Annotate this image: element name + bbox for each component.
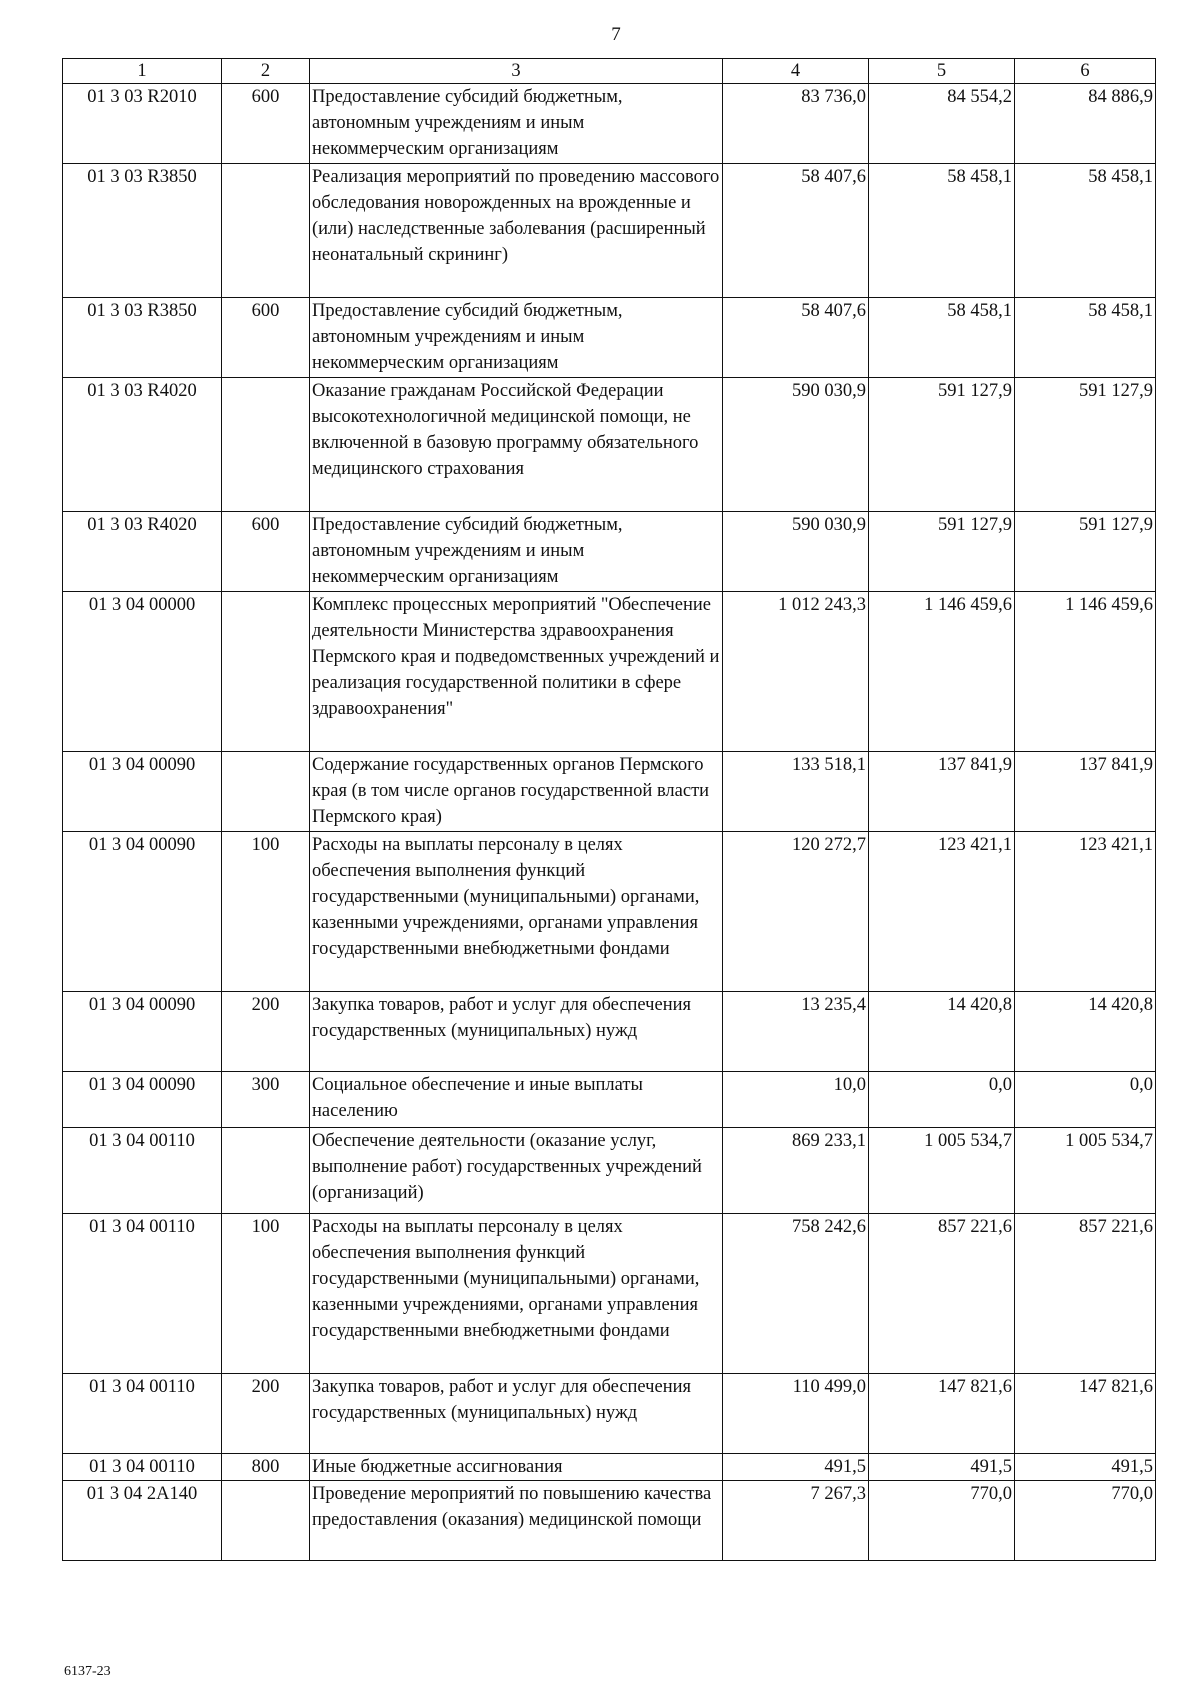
row-code: 01 3 03 R2010 [63, 84, 222, 164]
row-value-col6: 491,5 [1015, 1454, 1156, 1481]
row-name: Реализация мероприятий по проведению массового обследования новорожденных на врожденные и (или) наследственные заболевания (расширенный неонатальный скрининг) [310, 164, 723, 298]
row-value-col4: 590 030,9 [723, 378, 869, 512]
row-value-col6: 84 886,9 [1015, 84, 1156, 164]
row-expense-type: 600 [222, 84, 310, 164]
row-expense-type: 200 [222, 1374, 310, 1454]
row-expense-type: 600 [222, 298, 310, 378]
table-row [63, 1128, 1156, 1214]
budget-table [62, 58, 1156, 1561]
row-value-col6: 58 458,1 [1015, 164, 1156, 298]
row-code: 01 3 03 R4020 [63, 378, 222, 512]
table-row [63, 298, 1156, 378]
row-code: 01 3 04 00090 [63, 1072, 222, 1128]
row-value-col5: 14 420,8 [869, 992, 1015, 1072]
row-value-col5: 0,0 [869, 1072, 1015, 1128]
row-expense-type [222, 164, 310, 298]
row-name: Содержание государственных органов Пермского края (в том числе органов государственной власти Пермского края) [310, 752, 723, 832]
table-row [63, 1454, 1156, 1481]
row-expense-type: 800 [222, 1454, 310, 1481]
row-value-col6: 147 821,6 [1015, 1374, 1156, 1454]
row-value-col6: 770,0 [1015, 1481, 1156, 1561]
row-code: 01 3 03 R4020 [63, 512, 222, 592]
row-value-col6: 1 146 459,6 [1015, 592, 1156, 752]
row-code: 01 3 04 00090 [63, 832, 222, 992]
row-expense-type: 100 [222, 1214, 310, 1374]
row-value-col4: 120 272,7 [723, 832, 869, 992]
table-header-row [63, 59, 1156, 84]
row-expense-type: 200 [222, 992, 310, 1072]
row-value-col6: 123 421,1 [1015, 832, 1156, 992]
document-code: 6137-23 [64, 1664, 111, 1679]
row-value-col4: 491,5 [723, 1454, 869, 1481]
row-expense-type [222, 1128, 310, 1214]
row-name: Закупка товаров, работ и услуг для обеспечения государственных (муниципальных) нужд [310, 1374, 723, 1454]
row-name: Расходы на выплаты персоналу в целях обеспечения выполнения функций государственными (муниципальными) органами, казенными учреждениями, органами управления государственными внебюджетными фондами [310, 1214, 723, 1374]
row-value-col5: 857 221,6 [869, 1214, 1015, 1374]
row-value-col6: 591 127,9 [1015, 512, 1156, 592]
table-row [63, 378, 1156, 512]
table-row [63, 752, 1156, 832]
table-row [63, 992, 1156, 1072]
row-value-col4: 590 030,9 [723, 512, 869, 592]
row-value-col6: 1 005 534,7 [1015, 1128, 1156, 1214]
table-row [63, 1481, 1156, 1561]
table-row [63, 1374, 1156, 1454]
row-value-col6: 14 420,8 [1015, 992, 1156, 1072]
row-name: Социальное обеспечение и иные выплаты населению [310, 1072, 723, 1128]
row-value-col5: 58 458,1 [869, 164, 1015, 298]
row-value-col4: 83 736,0 [723, 84, 869, 164]
table-row [63, 84, 1156, 164]
row-value-col6: 591 127,9 [1015, 378, 1156, 512]
row-value-col5: 1 005 534,7 [869, 1128, 1015, 1214]
row-value-col5: 58 458,1 [869, 298, 1015, 378]
row-name: Оказание гражданам Российской Федерации высокотехнологичной медицинской помощи, не включенной в базовую программу обязательного медицинского страхования [310, 378, 723, 512]
row-name: Расходы на выплаты персоналу в целях обеспечения выполнения функций государственными (муниципальными) органами, казенными учреждениями, органами управления государственными внебюджетными фондами [310, 832, 723, 992]
column-header-1: 1 [63, 59, 222, 84]
row-name: Проведение мероприятий по повышению качества предоставления (оказания) медицинской помощи [310, 1481, 723, 1561]
row-name: Предоставление субсидий бюджетным, автономным учреждениям и иным некоммерческим организациям [310, 512, 723, 592]
table-body [63, 84, 1156, 1561]
row-value-col4: 1 012 243,3 [723, 592, 869, 752]
row-name: Предоставление субсидий бюджетным, автономным учреждениям и иным некоммерческим организациям [310, 84, 723, 164]
row-value-col5: 123 421,1 [869, 832, 1015, 992]
row-value-col5: 591 127,9 [869, 378, 1015, 512]
table-row [63, 164, 1156, 298]
row-name: Закупка товаров, работ и услуг для обеспечения государственных (муниципальных) нужд [310, 992, 723, 1072]
column-header-2: 2 [222, 59, 310, 84]
row-code: 01 3 04 00110 [63, 1454, 222, 1481]
table-row [63, 1214, 1156, 1374]
row-value-col5: 137 841,9 [869, 752, 1015, 832]
row-code: 01 3 04 2А140 [63, 1481, 222, 1561]
row-code: 01 3 04 00110 [63, 1374, 222, 1454]
row-code: 01 3 04 00110 [63, 1214, 222, 1374]
row-value-col5: 84 554,2 [869, 84, 1015, 164]
row-code: 01 3 04 00090 [63, 752, 222, 832]
row-code: 01 3 03 R3850 [63, 298, 222, 378]
row-code: 01 3 04 00110 [63, 1128, 222, 1214]
row-value-col6: 58 458,1 [1015, 298, 1156, 378]
row-value-col5: 591 127,9 [869, 512, 1015, 592]
row-expense-type [222, 752, 310, 832]
column-header-6: 6 [1015, 59, 1156, 84]
row-value-col4: 58 407,6 [723, 298, 869, 378]
table-row [63, 1072, 1156, 1128]
row-value-col5: 1 146 459,6 [869, 592, 1015, 752]
row-value-col5: 770,0 [869, 1481, 1015, 1561]
table-row [63, 592, 1156, 752]
row-expense-type [222, 1481, 310, 1561]
table-row [63, 512, 1156, 592]
page-number: 7 [611, 24, 621, 45]
row-value-col4: 13 235,4 [723, 992, 869, 1072]
row-name: Иные бюджетные ассигнования [310, 1454, 723, 1481]
row-expense-type [222, 592, 310, 752]
row-value-col6: 857 221,6 [1015, 1214, 1156, 1374]
row-name: Предоставление субсидий бюджетным, автономным учреждениям и иным некоммерческим организациям [310, 298, 723, 378]
row-expense-type: 300 [222, 1072, 310, 1128]
row-expense-type: 600 [222, 512, 310, 592]
column-header-5: 5 [869, 59, 1015, 84]
row-value-col4: 133 518,1 [723, 752, 869, 832]
table-row [63, 832, 1156, 992]
row-value-col4: 758 242,6 [723, 1214, 869, 1374]
row-value-col5: 491,5 [869, 1454, 1015, 1481]
column-header-3: 3 [310, 59, 723, 84]
row-name: Обеспечение деятельности (оказание услуг, выполнение работ) государственных учреждений (организаций) [310, 1128, 723, 1214]
row-value-col4: 58 407,6 [723, 164, 869, 298]
row-code: 01 3 04 00000 [63, 592, 222, 752]
row-value-col4: 869 233,1 [723, 1128, 869, 1214]
row-value-col6: 0,0 [1015, 1072, 1156, 1128]
column-header-4: 4 [723, 59, 869, 84]
row-code: 01 3 04 00090 [63, 992, 222, 1072]
row-value-col4: 10,0 [723, 1072, 869, 1128]
row-expense-type [222, 378, 310, 512]
row-value-col5: 147 821,6 [869, 1374, 1015, 1454]
row-value-col4: 110 499,0 [723, 1374, 869, 1454]
row-expense-type: 100 [222, 832, 310, 992]
row-code: 01 3 03 R3850 [63, 164, 222, 298]
row-name: Комплекс процессных мероприятий "Обеспечение деятельности Министерства здравоохранения Пермского края и подведомственных учреждений и реализация государственной политики в сфере здравоохранения" [310, 592, 723, 752]
row-value-col4: 7 267,3 [723, 1481, 869, 1561]
row-value-col6: 137 841,9 [1015, 752, 1156, 832]
